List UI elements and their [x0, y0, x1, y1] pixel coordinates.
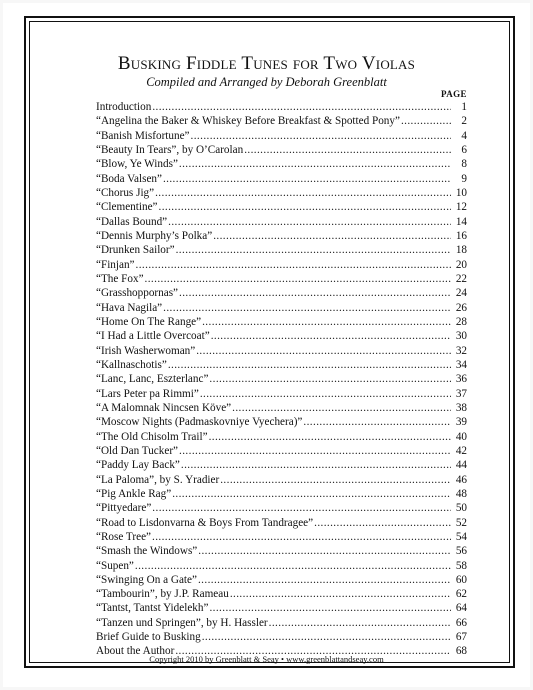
- toc-dot-leader: [202, 315, 451, 329]
- toc-entry[interactable]: [96, 530, 467, 544]
- toc-dot-leader: [179, 444, 451, 458]
- page-column-header: PAGE: [441, 89, 467, 99]
- toc-entry[interactable]: [96, 358, 467, 372]
- toc-entry[interactable]: [96, 587, 467, 601]
- toc-entry-title: “Rose Tree”: [96, 530, 151, 543]
- toc-entry-title: “Irish Washerwoman”: [96, 344, 196, 357]
- toc-entry-title: “The Fox”: [96, 272, 144, 285]
- toc-entry-page: 38: [455, 401, 467, 414]
- toc-entry[interactable]: [96, 286, 467, 300]
- toc-entry-title: “Boda Valsen”: [96, 172, 162, 185]
- toc-entry[interactable]: [96, 258, 467, 272]
- toc-entry-title: “Dallas Bound”: [96, 215, 168, 228]
- toc-dot-leader: [135, 559, 451, 573]
- toc-dot-leader: [179, 286, 451, 300]
- toc-dot-leader: [152, 530, 451, 544]
- toc-entry[interactable]: [96, 143, 467, 157]
- toc-entry-title: “Lanc, Lanc, Eszterlanc”: [96, 373, 209, 386]
- toc-dot-leader: [314, 516, 451, 530]
- toc-entry-page: 34: [455, 358, 467, 371]
- document-page: [3, 3, 530, 687]
- toc-dot-leader: [168, 215, 451, 229]
- toc-entry-page: 52: [455, 516, 467, 529]
- toc-entry-page: 28: [455, 315, 467, 328]
- toc-entry[interactable]: [96, 172, 467, 186]
- toc-entry-page: 46: [455, 473, 467, 486]
- toc-entry-title: Introduction: [96, 101, 152, 113]
- toc-dot-leader: [198, 573, 451, 587]
- toc-entry-page: 32: [455, 344, 467, 357]
- toc-dot-leader: [176, 243, 451, 257]
- toc-entry-page: 6: [461, 143, 467, 156]
- toc-entry-page: 54: [455, 530, 467, 543]
- toc-entry[interactable]: [96, 344, 467, 358]
- toc-entry[interactable]: [96, 272, 467, 286]
- toc-entry[interactable]: [96, 430, 467, 444]
- toc-entry-title: “Blow, Ye Winds”: [96, 158, 178, 171]
- toc-dot-leader: [159, 200, 451, 214]
- toc-entry-page: 37: [455, 387, 467, 400]
- toc-entry[interactable]: [96, 473, 467, 487]
- toc-dot-leader: [163, 301, 451, 315]
- toc-entry-page: 26: [455, 301, 467, 314]
- toc-dot-leader: [155, 186, 451, 200]
- toc-entry-page: 64: [455, 602, 467, 615]
- toc-entry-page: 14: [455, 215, 467, 228]
- toc-entry-title: “Home On The Range”: [96, 315, 202, 328]
- toc-entry-title: “Old Dan Tucker”: [96, 444, 179, 457]
- toc-entry[interactable]: [96, 243, 467, 257]
- toc-entry-title: “Swinging On a Gate”: [96, 573, 197, 586]
- toc-dot-leader: [152, 100, 451, 114]
- toc-entry-title: “La Paloma”, by S. Yradier: [96, 473, 220, 486]
- toc-dot-leader: [196, 344, 451, 358]
- toc-entry[interactable]: [96, 487, 467, 501]
- toc-entry-page: 39: [455, 416, 467, 429]
- toc-entry[interactable]: [96, 315, 467, 329]
- toc-entry[interactable]: [96, 444, 467, 458]
- toc-entry-page: 36: [455, 373, 467, 386]
- toc-entry-page: 56: [455, 545, 467, 558]
- toc-entry-title: “Tambourin”, by J.P. Rameau: [96, 588, 229, 601]
- toc-dot-leader: [211, 329, 451, 343]
- toc-dot-leader: [209, 601, 451, 615]
- toc-dot-leader: [145, 272, 451, 286]
- toc-entry[interactable]: [96, 229, 467, 243]
- toc-entry-page: 12: [455, 201, 467, 214]
- toc-dot-leader: [136, 258, 451, 272]
- toc-entry-title: “Pig Ankle Rag”: [96, 487, 172, 500]
- toc-entry[interactable]: [96, 329, 467, 343]
- toc-entry[interactable]: [96, 559, 467, 573]
- toc-entry-title: “The Old Chisolm Trail”: [96, 430, 208, 443]
- toc-entry-page: 68: [455, 645, 467, 658]
- toc-entry[interactable]: [96, 573, 467, 587]
- toc-entry[interactable]: [96, 157, 467, 171]
- toc-entry[interactable]: [96, 301, 467, 315]
- toc-entry-page: 44: [455, 459, 467, 472]
- toc-dot-leader: [244, 143, 451, 157]
- toc-entry-title: “Tanzen und Springen”, by H. Hassler: [96, 616, 268, 629]
- toc-dot-leader: [179, 157, 451, 171]
- toc-dot-leader: [269, 616, 451, 630]
- toc-entry-title: About the Author: [96, 645, 175, 658]
- toc-dot-leader: [152, 501, 451, 515]
- toc-entry-title: “Supen”: [96, 559, 134, 572]
- toc-entry-title: “Tantst, Tantst Yidelekh”: [96, 602, 209, 615]
- toc-entry-title: “Pittyedare”: [96, 502, 152, 515]
- toc-entry-page: 9: [461, 172, 467, 185]
- toc-entry[interactable]: [96, 129, 467, 143]
- toc-entry[interactable]: [96, 215, 467, 229]
- toc-entry-title: “Angelina the Baker & Whiskey Before Breakfast & Spotted Pony”: [96, 115, 400, 128]
- toc-dot-leader: [401, 114, 451, 128]
- toc-entry-page: 48: [455, 487, 467, 500]
- toc-entry-title: “Banish Misfortune”: [96, 129, 190, 142]
- toc-entry[interactable]: [96, 401, 467, 415]
- toc-entry[interactable]: [96, 100, 467, 114]
- toc-dot-leader: [168, 358, 451, 372]
- toc-entry[interactable]: [96, 616, 467, 630]
- toc-entry-page: 67: [455, 631, 467, 644]
- toc-entry[interactable]: [96, 372, 467, 386]
- toc-dot-leader: [232, 401, 451, 415]
- toc-entry-title: “Dennis Murphy’s Polka”: [96, 229, 213, 242]
- toc-entry-page: 30: [455, 330, 467, 343]
- toc-dot-leader: [172, 487, 451, 501]
- toc-entry-title: “Finjan”: [96, 258, 135, 271]
- toc-entry-page: 24: [455, 287, 467, 300]
- toc-entry-title: “Kallnaschotis”: [96, 358, 167, 371]
- copyright-footer: Copyright 2010 by Greenblatt & Seay • www.greenblattandseay.com: [149, 654, 384, 664]
- toc-entry-page: 1: [461, 101, 467, 113]
- document-title: Busking Fiddle Tunes for Two Violas: [117, 53, 416, 74]
- toc-dot-leader: [303, 415, 451, 429]
- toc-entry-page: 42: [455, 444, 467, 457]
- toc-entry[interactable]: [96, 601, 467, 615]
- toc-entry-page: 18: [455, 244, 467, 257]
- toc-entry-page: 50: [455, 502, 467, 515]
- toc-entry[interactable]: [96, 186, 467, 200]
- toc-entry-title: “Drunken Sailor”: [96, 244, 175, 257]
- toc-entry-title: “Beauty In Tears”, by O’Carolan: [96, 143, 244, 156]
- toc-entry-page: 66: [455, 616, 467, 629]
- toc-entry[interactable]: [96, 458, 467, 472]
- toc-entry[interactable]: [96, 200, 467, 214]
- toc-entry-title: “Chorus Jig”: [96, 186, 155, 199]
- toc-entry[interactable]: [96, 516, 467, 530]
- toc-dot-leader: [220, 473, 451, 487]
- toc-entry[interactable]: [96, 415, 467, 429]
- toc-entry[interactable]: [96, 387, 467, 401]
- toc-dot-leader: [230, 587, 451, 601]
- toc-dot-leader: [209, 430, 451, 444]
- toc-entry-page: 22: [455, 272, 467, 285]
- toc-entry-page: 58: [455, 559, 467, 572]
- toc-entry-page: 2: [461, 115, 467, 128]
- toc-entry[interactable]: [96, 114, 467, 128]
- toc-entry-page: 40: [455, 430, 467, 443]
- toc-dot-leader: [163, 172, 451, 186]
- toc-entry-title: “Moscow Nights (Padmaskovniye Vyechera)”: [96, 416, 303, 429]
- toc-entry-page: 60: [455, 573, 467, 586]
- toc-entry-title: “I Had a Little Overcoat”: [96, 330, 210, 343]
- toc-entry[interactable]: [96, 501, 467, 515]
- toc-entry-page: 10: [455, 186, 467, 199]
- toc-dot-leader: [181, 458, 451, 472]
- toc-entry-page: 62: [455, 588, 467, 601]
- toc-dot-leader: [213, 229, 451, 243]
- toc-entry-title: Brief Guide to Busking: [96, 631, 201, 644]
- toc-dot-leader: [191, 129, 451, 143]
- toc-dot-leader: [198, 544, 451, 558]
- toc-entry-page: 4: [461, 129, 467, 142]
- toc-entry-title: “Hava Nagila”: [96, 301, 163, 314]
- toc-entry[interactable]: [96, 544, 467, 558]
- toc-entry-page: 16: [455, 229, 467, 242]
- toc-entry-title: “Smash the Windows”: [96, 545, 198, 558]
- toc-entry-title: “Paddy Lay Back”: [96, 459, 180, 472]
- toc-entry[interactable]: [96, 630, 467, 644]
- toc-dot-leader: [200, 387, 451, 401]
- table-of-contents: [96, 100, 467, 659]
- toc-entry-title: “A Malomnak Nincsen Köve”: [96, 401, 232, 414]
- document-subtitle: Compiled and Arranged by Deborah Greenblatt: [146, 75, 387, 89]
- toc-entry-title: “Lars Peter pa Rimmi”: [96, 387, 199, 400]
- toc-entry-page: 8: [461, 158, 467, 171]
- toc-dot-leader: [209, 372, 451, 386]
- toc-entry-title: “Road to Lisdonvarna & Boys From Tandragee”: [96, 516, 314, 529]
- toc-entry-page: 20: [455, 258, 467, 271]
- toc-entry-title: “Clementine”: [96, 201, 158, 214]
- toc-entry-title: “Grasshoppornas”: [96, 287, 179, 300]
- toc-dot-leader: [202, 630, 451, 644]
